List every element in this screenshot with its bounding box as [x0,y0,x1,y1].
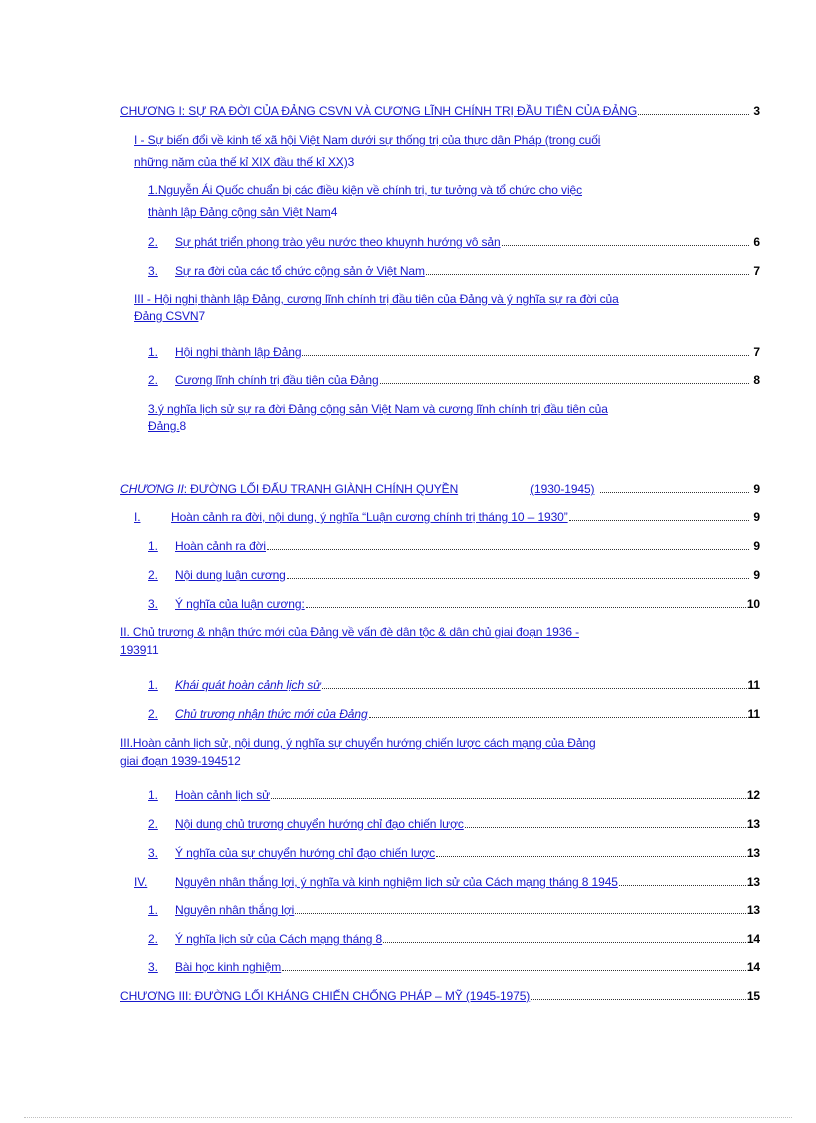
toc-entry-number: 1. [148,539,158,553]
toc-entry-number: 2. [148,568,158,582]
dot-leader [306,607,746,608]
toc-entry-text-line1[interactable]: II. Chủ trương & nhận thức mới của Đảng về vấn đè dân tộc & dân chủ giai đoạn 1936 - [120,625,580,639]
dot-leader [465,827,746,828]
dot-leader [380,383,749,384]
toc-entry-subsection[interactable] [120,264,760,278]
toc-entry-text[interactable]: CHƯƠNG III: ĐƯỜNG LỐI KHÁNG CHIẾN CHỐNG PHÁP – MỸ (1945-1975) [120,989,531,1003]
toc-entry-text[interactable]: Hoàn cảnh ra đời, nội dung, ý nghĩa “Luận cương chính trị tháng 10 – 1930” [171,510,568,524]
toc-entry-text[interactable]: Ý nghĩa lịch sử của Cách mạng tháng 8 [175,932,383,946]
toc-page-number: 13 [746,903,760,917]
toc-page-number: 10 [746,597,760,611]
toc-entry-subsection[interactable] [120,373,760,387]
toc-entry-text[interactable]: Hoàn cảnh lịch sử [175,788,271,802]
toc-entry-text[interactable]: Sự phát triển phong trào yêu nước theo khuynh hướng vô sản [175,235,501,249]
toc-entry-text-line2[interactable]: giai đoạn 1939-1945 [120,754,228,768]
toc-entry-text-line1[interactable]: III.Hoàn cảnh lịch sử, nội dung, ý nghĩa sự chuyển hướng chiến lược cách mạng của Đảng [120,736,596,750]
toc-entry-subsection[interactable] [120,183,760,219]
toc-entry-number: 3. [148,960,158,974]
dot-leader [426,274,749,275]
dot-leader [271,798,746,799]
toc-entry-text-line2[interactable]: Đảng. [148,419,180,433]
toc-entry-subsection[interactable] [120,402,760,433]
toc-entry-text[interactable]: Nguyên nhân thắng lợi [175,903,295,917]
toc-entry-number: 2. [148,817,158,831]
toc-entry-text-line2[interactable]: thành lập Đảng cộng sản Việt Nam [148,205,331,219]
toc-entry-text[interactable]: CHƯƠNG I: SỰ RA ĐỜI CỦA ĐẢNG CSVN VÀ CƯƠNG LĨNH CHÍNH TRỊ ĐẦU TIÊN CỦA ĐẢNG [120,104,638,118]
toc-entry-subsection[interactable] [120,817,760,831]
toc-entry-chapter-1[interactable] [120,104,760,118]
dot-leader [531,999,746,1000]
toc-entry-text-line2[interactable]: 1939 [120,643,147,657]
toc-entry-text-line2[interactable]: Đảng CSVN [134,309,199,323]
toc-page-number: 9 [753,482,760,496]
toc-entry-text[interactable]: Cương lĩnh chính trị đầu tiên của Đảng [175,373,379,387]
toc-page-number: 3 [753,104,760,118]
toc-entry-text[interactable]: Khái quát hoàn cảnh lịch sử [175,678,321,692]
toc-page-number: 13 [746,846,760,860]
toc-page-number: 12 [746,788,760,802]
toc-entry-number: 1. [148,903,158,917]
toc-entry-number: I. [134,510,141,524]
dot-leader [267,549,749,550]
toc-entry-subsection[interactable] [120,345,760,359]
toc-entry-text[interactable]: Hội nghị thành lập Đảng [175,345,302,359]
toc-entry-subsection[interactable] [120,539,760,553]
toc-entry-chapter-3[interactable] [120,989,760,1003]
toc-entry-text-years[interactable]: (1930-1945) [530,482,595,496]
toc-page-number: 6 [753,235,760,249]
toc-page-number: 4 [330,205,338,219]
toc-page-number: 11 [747,678,760,692]
dot-leader [638,114,749,115]
toc-entry-section[interactable] [120,510,760,524]
toc-entry-text[interactable]: Hoàn cảnh ra đời [175,539,266,553]
toc-entry-text[interactable]: Nguyên nhân thắng lợi, ý nghĩa và kinh nghiệm lịch sử của Cách mạng tháng 8 1945 [175,875,618,889]
dot-leader [600,492,749,493]
toc-entry-text[interactable]: Nội dung luận cương [175,568,286,582]
dot-leader [619,885,746,886]
toc-entry-subsection[interactable] [120,678,760,692]
toc-entry-subsection[interactable] [120,235,760,249]
page-bottom-divider [24,1117,792,1118]
toc-entry-number: IV. [134,875,148,889]
dot-leader [302,355,749,356]
toc-entry-number: 1. [148,183,158,197]
toc-page-number: 13 [746,875,760,889]
toc-entry-text-line1[interactable]: I - Sự biến đổi về kinh tế xã hội Việt Nam dưới sự thống trị của thực dân Pháp (trong cuối [134,133,601,147]
toc-entry-subsection[interactable] [120,903,760,917]
dot-leader [282,970,746,971]
toc-entry-text-italic[interactable]: CHƯƠNG II [120,482,184,496]
toc-entry-text-line2[interactable]: những năm của thế kỉ XIX đầu thế kỉ XX) [134,155,348,169]
toc-entry-subsection[interactable] [120,932,760,946]
toc-entry-subsection[interactable] [120,568,760,582]
toc-entry-subsection[interactable] [120,846,760,860]
toc-entry-text-line1[interactable]: III - Hội nghị thành lập Đảng, cương lĩnh chính trị đầu tiên của Đảng và ý nghĩa sự ra đời của [134,292,619,306]
dot-leader [502,245,749,246]
toc-entry-subsection[interactable] [120,788,760,802]
toc-entry-section-3[interactable] [120,736,760,768]
toc-page-number: 8 [753,373,760,387]
toc-page-number: 9 [753,568,760,582]
toc-entry-number: 3. [148,402,158,416]
toc-page-number: 7 [753,264,760,278]
toc-entry-subsection[interactable] [120,597,760,611]
toc-page-number: 9 [753,510,760,524]
toc-entry-section-2[interactable] [120,625,760,657]
toc-entry-number: 2. [148,235,158,249]
toc-entry-chapter-2[interactable] [120,482,760,496]
toc-page-number: 14 [746,932,760,946]
dot-leader [569,520,749,521]
dot-leader [322,688,747,689]
toc-entry-number: 1. [148,678,158,692]
toc-entry-number: 3. [148,597,158,611]
dot-leader [369,717,747,718]
toc-entry-text-line1[interactable]: Nguyễn Ái Quốc chuẩn bị các điều kiện về chính trị, tư tưởng và tổ chức cho việc [157,183,583,197]
dot-leader [383,942,746,943]
toc-page-number: 11 [747,707,760,721]
toc-entry-number: 1. [148,345,158,359]
toc-entry-text[interactable]: Nội dung chủ trương chuyển hướng chỉ đạo chiến lược [175,817,464,831]
toc-page-number: 8 [179,419,187,433]
dot-leader [436,856,746,857]
toc-page-number: 14 [746,960,760,974]
toc-entry-text-line1[interactable]: ý nghĩa lịch sử sự ra đời Đảng cộng sản Việt Nam và cương lĩnh chính trị đầu tiên của [157,402,608,416]
toc-entry-number: 1. [148,788,158,802]
toc-entry-section-1[interactable] [120,133,760,169]
toc-entry-number: 3. [148,264,158,278]
toc-entry-text[interactable]: Chủ trương nhận thức mới của Đảng [175,707,368,721]
toc-page-number: 7 [753,345,760,359]
toc-entry-text[interactable]: Sự ra đời của các tổ chức cộng sản ở Việt Nam [175,264,425,278]
toc-entry-text[interactable]: Ý nghĩa của luận cương: [175,597,305,611]
dot-leader [295,913,746,914]
dot-leader [287,578,749,579]
toc-page-number: 9 [753,539,760,553]
toc-page-number: 3 [347,155,355,169]
toc-entry-number: 2. [148,373,158,387]
toc-page-number: 15 [746,989,760,1003]
toc-entry-subsection[interactable] [120,960,760,974]
toc-entry-section-4[interactable] [120,875,760,889]
toc-entry-subsection[interactable] [120,707,760,721]
toc-entry-text[interactable]: : ĐƯỜNG LỐI ĐẤU TRANH GIÀNH CHÍNH QUYỀN [183,482,459,496]
toc-entry-number: 2. [148,707,158,721]
toc-entry-number: 2. [148,932,158,946]
toc-entry-text[interactable]: Ý nghĩa của sự chuyển hướng chỉ đạo chiến lược [175,846,436,860]
toc-entry-section-3[interactable] [120,292,760,323]
toc-page-number: 7 [198,309,206,323]
toc-entry-text[interactable]: Bài học kinh nghiệm [175,960,282,974]
toc-page-number: 13 [746,817,760,831]
toc-entry-number: 3. [148,846,158,860]
toc-page-number: 11 [146,643,159,657]
toc-page-number: 12 [227,754,241,768]
